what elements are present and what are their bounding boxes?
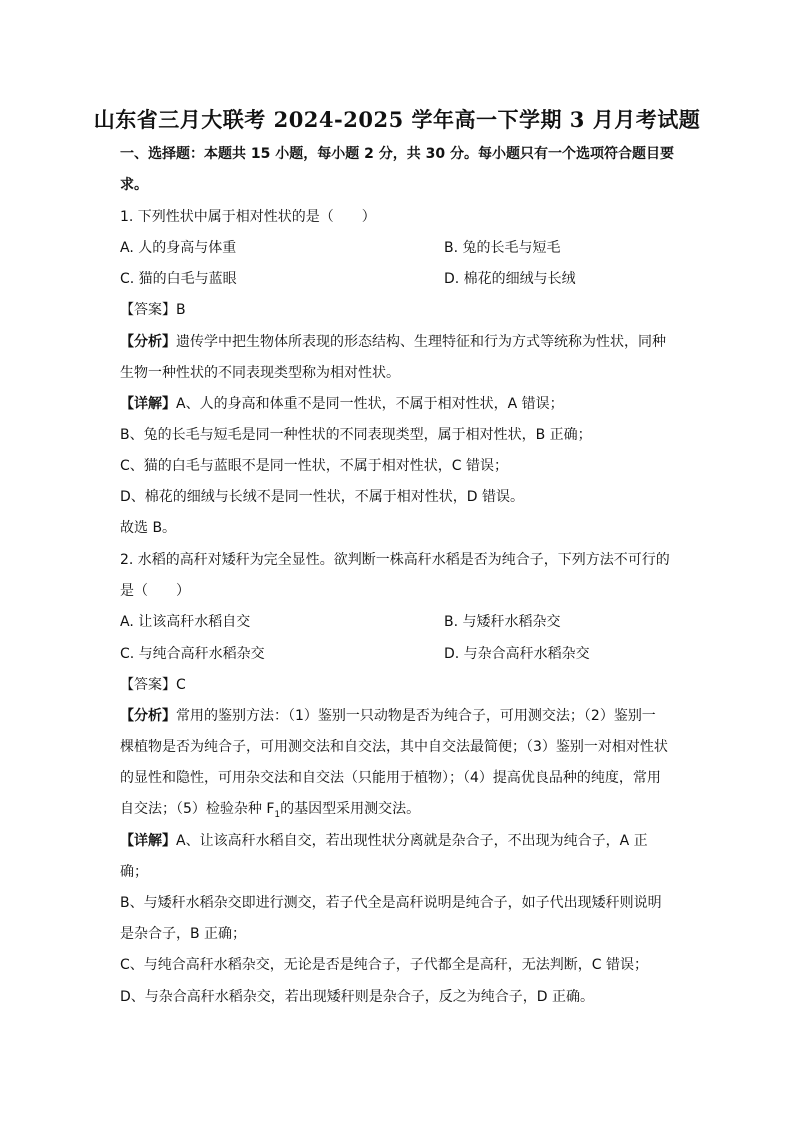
q2-analysis-4-text: 自交法；（5）检验杂种 F — [120, 801, 275, 817]
q2-analysis-2: 棵植物是否为纯合子，可用测交法和自交法，其中自交法最简便；（3）鉴别一对相对性状 — [120, 739, 668, 755]
section-heading-cont: 求。 — [120, 177, 148, 193]
q2-detail-2: 确； — [120, 864, 148, 880]
q1-analysis-label: 【分析】 — [120, 334, 176, 350]
q1-detail-label: 【详解】 — [120, 396, 176, 412]
q2-answer: 【答案】C — [120, 677, 186, 693]
q1-option-d: D. 棉花的细绒与长绒 — [444, 271, 576, 287]
q2-analysis-4-subscript: 1 — [274, 809, 281, 820]
q2-detail-3: B、与矮秆水稻杂交即进行测交，若子代全是高秆说明是纯合子，如子代出现矮秆则说明 — [120, 895, 662, 911]
q2-detail-5: C、与纯合高秆水稻杂交，无论是否是纯合子，子代都全是高秆，无法判断，C 错误； — [120, 957, 648, 973]
q2-option-c: C. 与纯合高秆水稻杂交 — [120, 646, 265, 662]
q1-detail-2: B、兔的长毛与短毛是同一种性状的不同表现类型，属于相对性状，B 正确； — [120, 427, 592, 443]
q2-detail-4: 是杂合子，B 正确； — [120, 926, 247, 942]
q2-stem-2: 是（ ） — [120, 583, 190, 599]
q2-analysis-text: 常用的鉴别方法：（1）鉴别一只动物是否为纯合子，可用测交法；（2）鉴别一 — [176, 708, 656, 724]
q1-detail-3: C、猫的白毛与蓝眼不是同一性状，不属于相对性状，C 错误； — [120, 458, 508, 474]
q1-detail-1 — [120, 394, 564, 414]
q2-detail-1 — [120, 831, 648, 851]
q1-answer: 【答案】B — [120, 302, 186, 318]
q1-option-a: A. 人的身高与体重 — [120, 240, 237, 256]
q2-analysis-1 — [120, 706, 656, 726]
q1-option-c: C. 猫的白毛与蓝眼 — [120, 271, 237, 287]
q2-stem-1: 2. 水稻的高秆对矮秆为完全显性。欲判断一株高秆水稻是否为纯合子，下列方法不可行的 — [120, 552, 670, 568]
q2-detail-text: A、让该高秆水稻自交，若出现性状分离就是杂合子，不出现为纯合子，A 正 — [176, 833, 648, 849]
q1-stem: 1. 下列性状中属于相对性状的是（ ） — [120, 209, 376, 225]
q1-option-b: B. 兔的长毛与短毛 — [444, 240, 561, 256]
q2-analysis-4-tail: 的基因型采用测交法。 — [280, 801, 421, 817]
q1-detail-text: A、人的身高和体重不是同一性状，不属于相对性状，A 错误； — [176, 396, 564, 412]
q2-analysis-4 — [120, 799, 420, 825]
page-title: 山东省三月大联考 2024-2025 学年高一下学期 3 月月考试题 — [93, 107, 701, 132]
q2-option-a: A. 让该高秆水稻自交 — [120, 614, 251, 630]
q1-analysis-text: 遗传学中把生物体所表现的形态结构、生理特征和行为方式等统称为性状，同种 — [176, 334, 666, 350]
q1-analysis-2: 生物一种性状的不同表现类型称为相对性状。 — [120, 365, 400, 381]
section-heading: 一、选择题：本题共 15 小题，每小题 2 分，共 30 分。每小题只有一个选项符合题目要 — [120, 146, 674, 162]
q2-option-d: D. 与杂合高秆水稻杂交 — [444, 646, 590, 662]
q2-analysis-label: 【分析】 — [120, 708, 176, 724]
q2-detail-6: D、与杂合高秆水稻杂交，若出现矮秆则是杂合子，反之为纯合子，D 正确。 — [120, 989, 595, 1005]
q1-detail-4: D、棉花的细绒与长绒不是同一性状，不属于相对性状，D 错误。 — [120, 489, 525, 505]
q2-option-b: B. 与矮秆水稻杂交 — [444, 614, 561, 630]
q2-detail-label: 【详解】 — [120, 833, 176, 849]
q2-analysis-3: 的显性和隐性，可用杂交法和自交法（只能用于植物）；（4）提高优良品种的纯度，常用 — [120, 770, 661, 786]
q1-conclusion: 故选 B。 — [120, 520, 177, 536]
q1-analysis-1 — [120, 332, 666, 352]
